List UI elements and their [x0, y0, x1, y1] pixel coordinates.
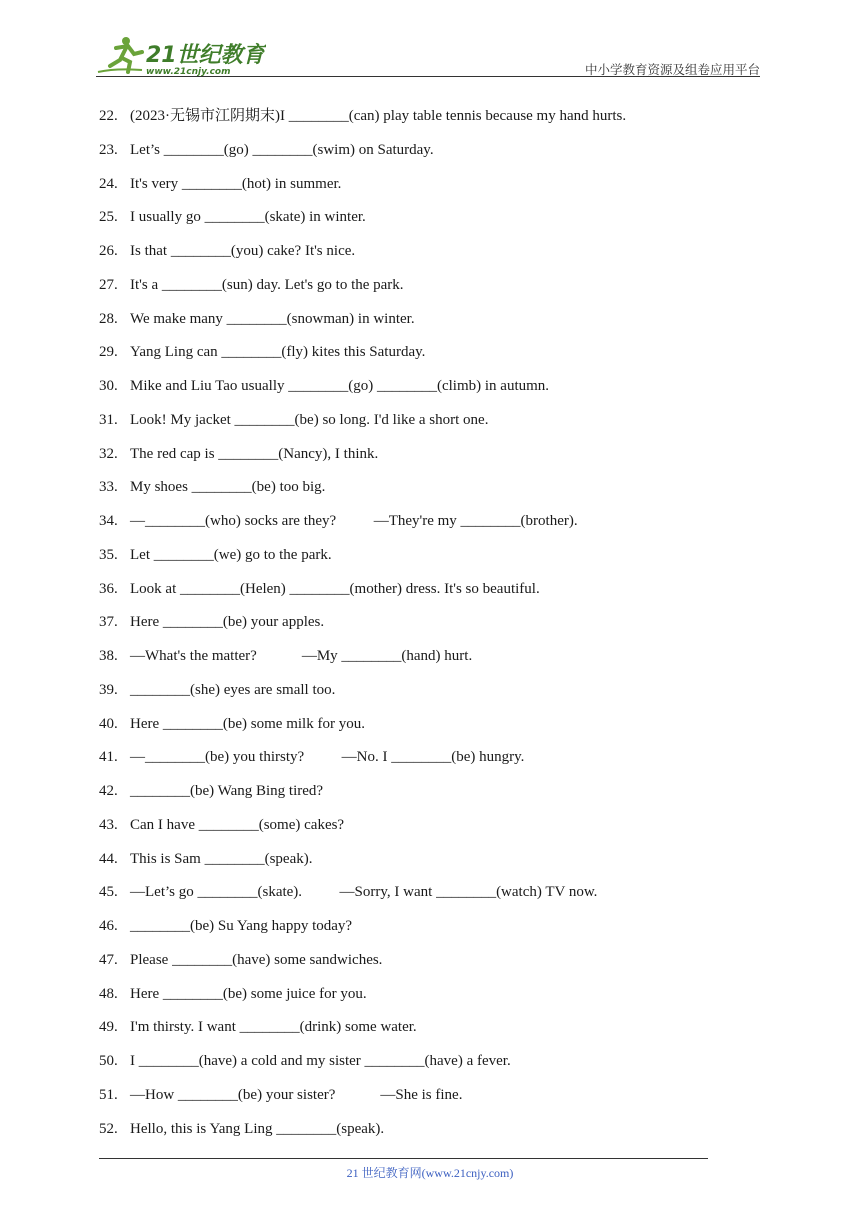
- question-number: 30.: [99, 378, 118, 394]
- question-item: [99, 644, 739, 678]
- question-number: 46.: [99, 918, 118, 934]
- question-item: [99, 307, 739, 341]
- question-item: [99, 374, 739, 408]
- question-text: Look at ________(Helen) ________(mother) dress. It's so beautiful.: [130, 580, 540, 597]
- question-text: —________(be) you thirsty? —No. I ________(be) hungry.: [130, 749, 525, 766]
- question-item: [99, 273, 739, 307]
- footer-text: 21 世纪教育网(www.21cnjy.com): [346, 1166, 514, 1180]
- logo-text: 21世纪教育: [146, 43, 265, 68]
- footer-divider: [99, 1158, 708, 1159]
- question-number: 38.: [99, 648, 118, 664]
- header-divider: [96, 76, 760, 77]
- question-number: 50.: [99, 1053, 118, 1069]
- question-item: [99, 138, 739, 172]
- question-number: 39.: [99, 681, 118, 698]
- question-number: 27.: [99, 276, 118, 293]
- question-text: (2023·无锡市江阴期末)I ________(can) play table tennis because my hand hurts.: [130, 108, 627, 124]
- question-number: 25.: [99, 209, 118, 226]
- question-text: Please ________(have) some sandwiches.: [130, 951, 383, 968]
- question-number: 24.: [99, 175, 118, 192]
- question-number: 49.: [99, 1019, 118, 1036]
- question-item: [99, 509, 739, 543]
- question-item: [99, 543, 739, 577]
- question-text: —________(who) socks are they? —They're my ________(brother).: [130, 513, 578, 529]
- question-number: 42.: [99, 783, 118, 799]
- question-text: Here ________(be) some milk for you.: [130, 715, 365, 732]
- question-text: Here ________(be) some juice for you.: [130, 985, 367, 1002]
- question-item: [99, 712, 739, 746]
- question-number: 43.: [99, 816, 118, 833]
- question-text: Yang Ling can ________(fly) kites this Saturday.: [130, 344, 426, 361]
- question-number: 22.: [99, 108, 118, 124]
- question-number: 29.: [99, 344, 118, 361]
- question-item: [99, 205, 739, 239]
- question-number: 26.: [99, 243, 118, 259]
- question-item: [99, 1083, 739, 1117]
- question-text: My shoes ________(be) too big.: [130, 479, 326, 496]
- question-item: [99, 745, 739, 779]
- question-text: ________(be) Wang Bing tired?: [130, 783, 324, 799]
- question-item: [99, 813, 739, 847]
- question-text: I'm thirsty. I want ________(drink) some water.: [130, 1019, 417, 1036]
- question-item: [99, 779, 739, 813]
- question-text: It's very ________(hot) in summer.: [130, 175, 342, 192]
- question-number: 36.: [99, 580, 118, 597]
- question-text: Let’s ________(go) ________(swim) on Saturday.: [130, 141, 434, 158]
- question-item: [99, 880, 739, 914]
- question-number: 31.: [99, 411, 118, 428]
- question-text: Mike and Liu Tao usually ________(go) ________(climb) in autumn.: [130, 378, 550, 394]
- question-item: [99, 610, 739, 644]
- question-number: 33.: [99, 479, 118, 496]
- question-number: 40.: [99, 715, 118, 732]
- logo: [96, 32, 266, 76]
- question-item: [99, 172, 739, 206]
- question-number: 37.: [99, 614, 118, 631]
- question-item: [99, 577, 739, 611]
- question-text: Let ________(we) go to the park.: [130, 546, 332, 563]
- question-text: I usually go ________(skate) in winter.: [130, 209, 366, 226]
- page-header: [96, 32, 760, 78]
- question-number: 51.: [99, 1086, 118, 1103]
- question-text: —Let’s go ________(skate). —Sorry, I want ________(watch) TV now.: [130, 884, 598, 901]
- question-item: [99, 104, 739, 138]
- question-item: [99, 914, 739, 948]
- question-text: ________(be) Su Yang happy today?: [130, 918, 353, 934]
- question-text: Is that ________(you) cake? It's nice.: [130, 243, 356, 259]
- logo-url: www.21cnjy.com: [146, 67, 231, 76]
- question-text: It's a ________(sun) day. Let's go to the park.: [130, 276, 404, 293]
- runner-logo-icon: [96, 32, 266, 76]
- question-number: 45.: [99, 884, 118, 901]
- question-text: We make many ________(snowman) in winter.: [130, 310, 415, 327]
- question-list: [99, 104, 739, 1150]
- question-number: 48.: [99, 985, 118, 1002]
- question-item: [99, 1049, 739, 1083]
- question-item: [99, 475, 739, 509]
- question-text: The red cap is ________(Nancy), I think.: [130, 445, 379, 462]
- question-text: Can I have ________(some) cakes?: [130, 816, 345, 833]
- question-text: ________(she) eyes are small too.: [130, 681, 336, 698]
- question-item: [99, 1117, 739, 1151]
- question-text: —How ________(be) your sister? —She is fine.: [130, 1086, 463, 1103]
- question-text: This is Sam ________(speak).: [130, 850, 313, 867]
- question-number: 41.: [99, 749, 118, 766]
- question-item: [99, 1015, 739, 1049]
- question-item: [99, 678, 739, 712]
- question-text: Hello, this is Yang Ling ________(speak).: [130, 1120, 385, 1137]
- question-number: 34.: [99, 513, 118, 529]
- question-item: [99, 340, 739, 374]
- question-text: Look! My jacket ________(be) so long. I'd like a short one.: [130, 411, 489, 428]
- question-text: Here ________(be) your apples.: [130, 614, 325, 631]
- question-number: 23.: [99, 141, 118, 158]
- question-text: I ________(have) a cold and my sister ________(have) a fever.: [130, 1053, 511, 1069]
- question-item: [99, 408, 739, 442]
- question-item: [99, 239, 739, 273]
- platform-name: 中小学教育资源及组卷应用平台: [584, 62, 760, 77]
- question-item: [99, 982, 739, 1016]
- question-item: [99, 948, 739, 982]
- question-number: 52.: [99, 1120, 118, 1137]
- question-text: —What's the matter? —My ________(hand) hurt.: [130, 648, 473, 664]
- question-number: 32.: [99, 445, 118, 462]
- question-number: 35.: [99, 546, 118, 563]
- question-item: [99, 442, 739, 476]
- question-number: 47.: [99, 951, 118, 968]
- question-number: 44.: [99, 850, 118, 867]
- question-item: [99, 847, 739, 881]
- question-number: 28.: [99, 310, 118, 327]
